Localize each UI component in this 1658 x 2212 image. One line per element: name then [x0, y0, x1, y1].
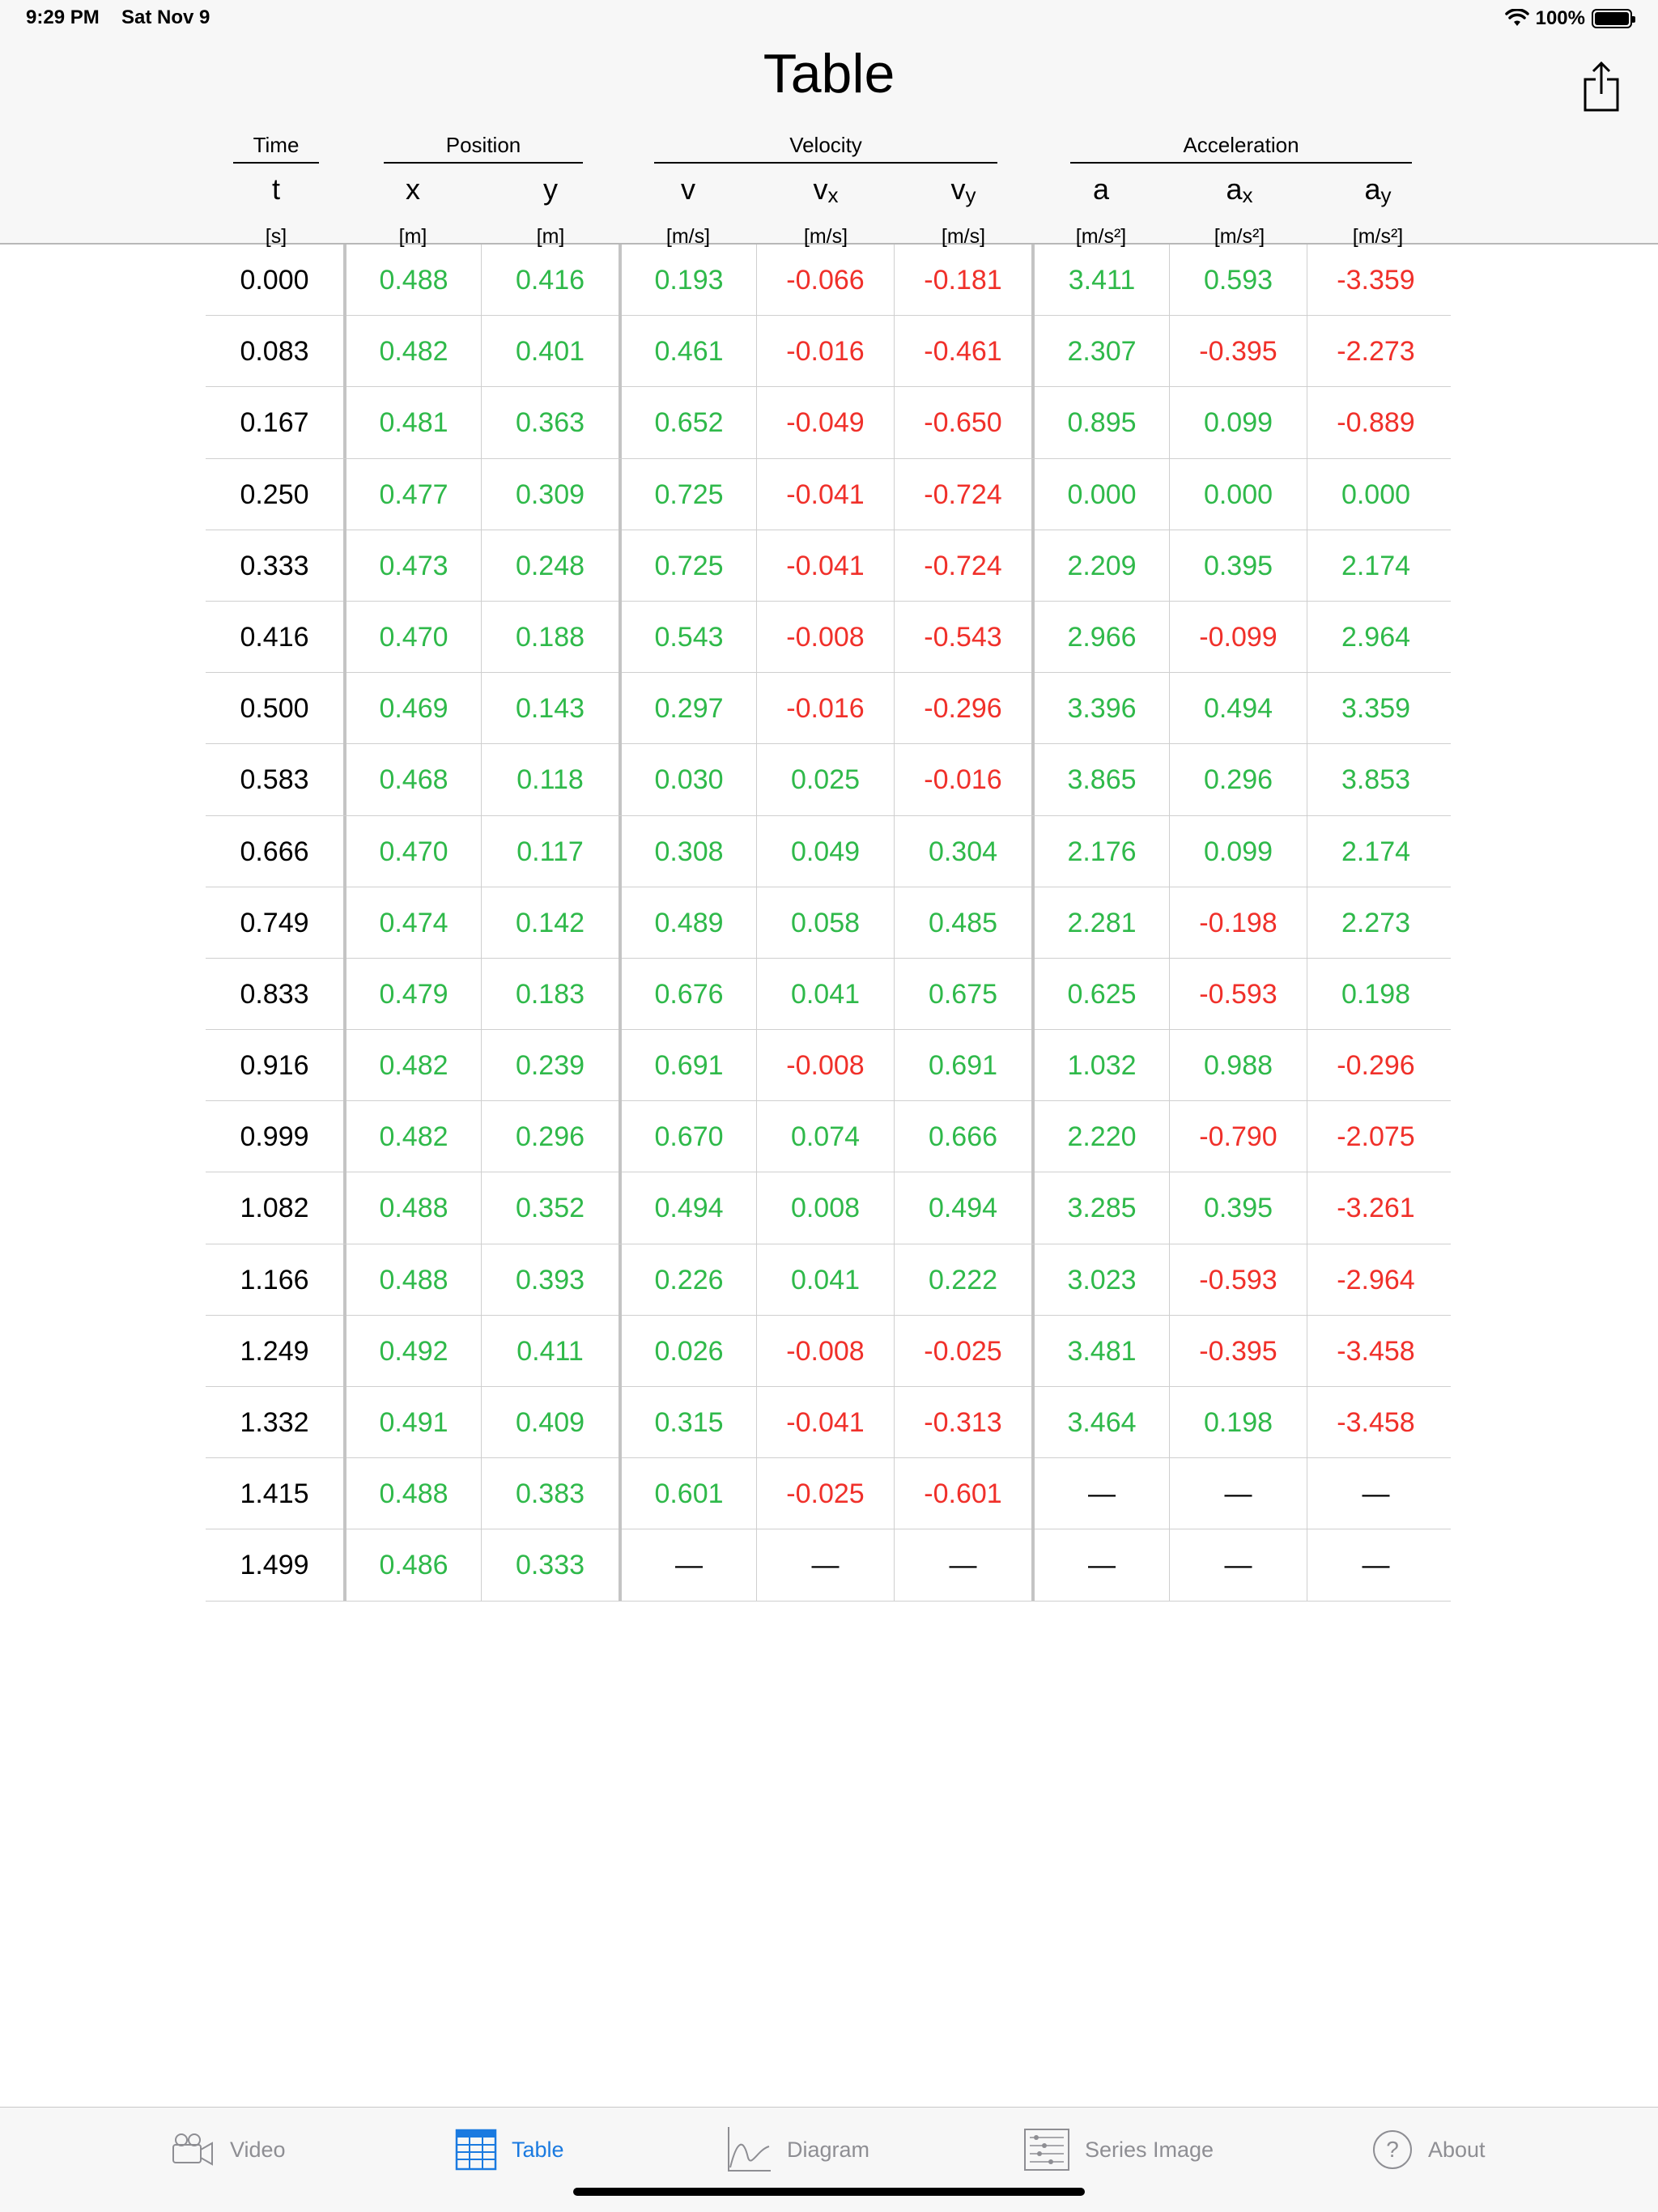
table-cell: 0.477	[343, 459, 481, 530]
table-cell: 0.675	[894, 959, 1031, 1030]
table-cell: 0.491	[343, 1387, 481, 1458]
table-cell: -0.016	[756, 316, 894, 387]
table-cell: -0.593	[1169, 1244, 1307, 1316]
table-cell: 0.494	[1169, 673, 1307, 744]
table-cell: -0.008	[756, 1316, 894, 1387]
table-cell: 0.000	[1307, 459, 1444, 530]
battery-level	[1595, 12, 1629, 25]
table-row[interactable]	[206, 1387, 1451, 1458]
group-position-line	[384, 162, 583, 164]
series-image-icon	[1023, 2128, 1070, 2172]
table-cell: -3.458	[1307, 1316, 1444, 1387]
table-cell: 0.296	[1169, 744, 1307, 815]
column-symbol: v	[681, 172, 695, 206]
table-cell: —	[1169, 1458, 1307, 1529]
table-cell: 0.725	[619, 530, 756, 602]
table-cell: —	[1307, 1529, 1444, 1601]
column-symbol: a	[1092, 172, 1110, 206]
group-time-label: Time	[253, 133, 300, 157]
table-cell: 0.167	[240, 407, 309, 439]
table-cell: 1.249	[240, 1335, 309, 1367]
table-cell: -0.066	[756, 245, 894, 316]
table-cell: 3.853	[1307, 744, 1444, 815]
table-cell: 0.670	[619, 1101, 756, 1172]
status-time: 9:29 PM	[26, 6, 100, 28]
table-cell: 0.833	[240, 978, 309, 1010]
table-cell: 0.494	[619, 1172, 756, 1244]
table-cell: 0.117	[481, 816, 619, 887]
table-cell: —	[1031, 1529, 1169, 1601]
table-cell: 0.691	[894, 1030, 1031, 1101]
table-cell: -0.198	[1169, 887, 1307, 959]
tab-video[interactable]	[170, 2108, 286, 2192]
table-row[interactable]	[206, 1316, 1451, 1387]
table-cell: -3.359	[1307, 245, 1444, 316]
table-cell: 0.482	[343, 1030, 481, 1101]
table-cell: 3.285	[1031, 1172, 1169, 1244]
table-cell: 0.652	[619, 387, 756, 458]
column-unit: [m]	[398, 225, 427, 248]
table-cell: -0.008	[756, 1030, 894, 1101]
status-indicators	[1505, 6, 1632, 31]
table-cell: -2.273	[1307, 316, 1444, 387]
table-cell: -0.296	[1307, 1030, 1444, 1101]
column-header-y	[482, 173, 619, 250]
status-bar	[0, 0, 1658, 37]
column-header-ay	[1309, 173, 1447, 250]
table-cell: -0.008	[756, 602, 894, 673]
table-cell: 0.479	[343, 959, 481, 1030]
table-cell: 0.198	[1169, 1387, 1307, 1458]
column-unit: [m/s²]	[1352, 225, 1404, 248]
table-cell: 3.359	[1307, 673, 1444, 744]
table-cell: 2.273	[1307, 887, 1444, 959]
tab-label: About	[1428, 2137, 1486, 2162]
table-cell: 0.309	[481, 459, 619, 530]
table-cell: -0.041	[756, 1387, 894, 1458]
table-cell: 2.209	[1031, 530, 1169, 602]
table-cell: -0.889	[1307, 387, 1444, 458]
table-cell: 3.411	[1031, 245, 1169, 316]
table-cell: 0.486	[343, 1529, 481, 1601]
table-cell: -2.964	[1307, 1244, 1444, 1316]
table-cell: 0.041	[756, 1244, 894, 1316]
table-row[interactable]	[206, 1030, 1451, 1101]
column-symbol: $v_y$	[950, 172, 976, 207]
table-cell: 0.248	[481, 530, 619, 602]
table-cell: 0.473	[343, 530, 481, 602]
column-unit: [m/s²]	[1075, 225, 1127, 248]
table-cell: 0.416	[481, 245, 619, 316]
table-cell: 0.725	[619, 459, 756, 530]
table-cell: 0.482	[343, 1101, 481, 1172]
table-cell: 0.363	[481, 387, 619, 458]
table-cell: 0.198	[1307, 959, 1444, 1030]
table-cell: 0.543	[619, 602, 756, 673]
table-row[interactable]	[206, 530, 1451, 602]
table-cell: 0.395	[1169, 530, 1307, 602]
table-cell: -0.041	[756, 459, 894, 530]
table-cell: -0.296	[894, 673, 1031, 744]
table-cell: 3.023	[1031, 1244, 1169, 1316]
column-symbol: y	[543, 172, 558, 206]
tab-label: Series Image	[1085, 2137, 1214, 2162]
table-cell: 0.352	[481, 1172, 619, 1244]
tab-table[interactable]	[455, 2108, 564, 2192]
table-cell: 0.041	[756, 959, 894, 1030]
column-header-a	[1032, 173, 1170, 250]
table-cell: 0.049	[756, 816, 894, 887]
table-cell: -0.395	[1169, 316, 1307, 387]
table-cell: -0.395	[1169, 1316, 1307, 1387]
table-cell: 0.030	[619, 744, 756, 815]
table-cell: 0.393	[481, 1244, 619, 1316]
table-row[interactable]	[206, 887, 1451, 959]
column-header-t	[207, 173, 345, 250]
table-cell: 0.988	[1169, 1030, 1307, 1101]
table-cell: 0.296	[481, 1101, 619, 1172]
table-cell: 0.666	[240, 836, 309, 867]
table-cell: 0.488	[343, 1244, 481, 1316]
table-cell: -0.313	[894, 1387, 1031, 1458]
tab-series-image[interactable]	[1023, 2108, 1214, 2192]
data-table[interactable]	[206, 245, 1451, 1602]
table-cell: 0.142	[481, 887, 619, 959]
table-cell: 0.489	[619, 887, 756, 959]
column-unit: [m/s]	[665, 225, 711, 248]
table-cell: -0.461	[894, 316, 1031, 387]
table-cell: 0.474	[343, 887, 481, 959]
table-row[interactable]	[206, 387, 1451, 458]
table-cell: 0.333	[240, 550, 309, 581]
table-cell: 2.307	[1031, 316, 1169, 387]
table-cell: -0.724	[894, 530, 1031, 602]
table-row[interactable]	[206, 1172, 1451, 1244]
table-cell: 0.000	[240, 265, 309, 296]
group-acceleration-line	[1070, 162, 1412, 164]
table-cell: 0.315	[619, 1387, 756, 1458]
table-cell: 0.895	[1031, 387, 1169, 458]
table-cell: 0.401	[481, 316, 619, 387]
battery-icon	[1592, 9, 1632, 28]
table-cell: -0.049	[756, 387, 894, 458]
table-cell: 0.395	[1169, 1172, 1307, 1244]
table-row[interactable]	[206, 673, 1451, 744]
group-velocity-label: Velocity	[789, 133, 862, 157]
table-cell: 0.916	[240, 1050, 309, 1082]
table-cell: 0.308	[619, 816, 756, 887]
table-cell: 0.749	[240, 907, 309, 938]
table-cell: 0.676	[619, 959, 756, 1030]
table-cell: 0.183	[481, 959, 619, 1030]
table-row[interactable]	[206, 245, 1451, 316]
page-title: Table	[763, 43, 895, 104]
question-circle-icon	[1371, 2129, 1414, 2171]
table-cell: -0.025	[756, 1458, 894, 1529]
table-cell: 0.074	[756, 1101, 894, 1172]
column-unit: [s]	[265, 225, 287, 248]
table-cell: 2.176	[1031, 816, 1169, 887]
tab-label: Table	[512, 2137, 564, 2162]
table-cell: -0.593	[1169, 959, 1307, 1030]
table-cell: 0.461	[619, 316, 756, 387]
table-cell: 0.226	[619, 1244, 756, 1316]
table-cell: 0.000	[1169, 459, 1307, 530]
table-cell: 2.966	[1031, 602, 1169, 673]
group-position-label: Position	[445, 133, 521, 157]
table-cell: -0.724	[894, 459, 1031, 530]
column-unit: [m/s]	[803, 225, 848, 248]
table-cell: 0.250	[240, 479, 309, 510]
table-cell: 0.118	[481, 744, 619, 815]
table-cell: 2.174	[1307, 530, 1444, 602]
home-indicator[interactable]	[573, 2188, 1085, 2196]
table-cell: 0.083	[240, 336, 309, 368]
table-cell: -0.601	[894, 1458, 1031, 1529]
table-cell: 0.099	[1169, 816, 1307, 887]
table-cell: -0.790	[1169, 1101, 1307, 1172]
svg-text:?: ?	[1386, 2137, 1399, 2162]
table-row[interactable]	[206, 1244, 1451, 1316]
table-cell: 0.188	[481, 602, 619, 673]
table-cell: 1.032	[1031, 1030, 1169, 1101]
table-cell: 0.008	[756, 1172, 894, 1244]
table-cell: 1.332	[240, 1407, 309, 1438]
tab-label: Video	[230, 2137, 286, 2162]
tab-label: Diagram	[787, 2137, 870, 2162]
table-cell: 1.082	[240, 1193, 309, 1224]
table-cell: 0.625	[1031, 959, 1169, 1030]
table-cell: 2.281	[1031, 887, 1169, 959]
table-cell: 0.000	[1031, 459, 1169, 530]
table-cell: 0.485	[894, 887, 1031, 959]
table-cell: -0.543	[894, 602, 1031, 673]
share-button[interactable]	[1580, 60, 1622, 113]
table-cell: 0.583	[240, 764, 309, 796]
table-cell: -0.099	[1169, 602, 1307, 673]
table-cell: -3.261	[1307, 1172, 1444, 1244]
table-cell: -0.650	[894, 387, 1031, 458]
table-cell: —	[756, 1529, 894, 1601]
table-cell: 0.468	[343, 744, 481, 815]
table-cell: 0.411	[481, 1316, 619, 1387]
group-velocity-line	[654, 162, 997, 164]
column-unit: [m/s]	[941, 225, 986, 248]
table-row[interactable]	[206, 959, 1451, 1030]
table-cell: 0.304	[894, 816, 1031, 887]
table-cell: 0.333	[481, 1529, 619, 1601]
tab-bar	[0, 2107, 1658, 2212]
video-camera-icon	[170, 2130, 215, 2169]
table-row[interactable]	[206, 1458, 1451, 1529]
table-cell: 3.396	[1031, 673, 1169, 744]
column-unit: [m/s²]	[1214, 225, 1265, 248]
column-symbol: $v_x$	[813, 172, 839, 207]
table-cell: 0.099	[1169, 387, 1307, 458]
table-cell: 0.691	[619, 1030, 756, 1101]
table-cell: -0.025	[894, 1316, 1031, 1387]
table-cell: —	[1307, 1458, 1444, 1529]
table-row[interactable]	[206, 316, 1451, 387]
table-cell: 0.481	[343, 387, 481, 458]
table-cell: 0.297	[619, 673, 756, 744]
battery-percent: 100%	[1535, 7, 1585, 29]
status-date: Sat Nov 9	[121, 6, 210, 28]
table-cell: 0.999	[240, 1121, 309, 1153]
table-cell: 0.666	[894, 1101, 1031, 1172]
table-cell: 0.470	[343, 602, 481, 673]
table-row[interactable]	[206, 1101, 1451, 1172]
table-cell: 0.143	[481, 673, 619, 744]
column-header-vy	[895, 173, 1032, 250]
table-row[interactable]	[206, 744, 1451, 815]
table-cell: -0.016	[894, 744, 1031, 815]
column-symbol: $a_x$	[1226, 172, 1253, 207]
table-cell: 1.499	[240, 1550, 309, 1581]
table-cell: —	[619, 1529, 756, 1601]
column-header-x	[344, 173, 482, 250]
table-cell: 0.593	[1169, 245, 1307, 316]
table-cell: 0.494	[894, 1172, 1031, 1244]
group-time-line	[233, 162, 319, 164]
column-unit: [m]	[536, 225, 565, 248]
table-cell: 0.488	[343, 1172, 481, 1244]
tab-diagram[interactable]	[725, 2108, 869, 2192]
table-cell: -2.075	[1307, 1101, 1444, 1172]
table-cell: 0.601	[619, 1458, 756, 1529]
table-row[interactable]	[206, 816, 1451, 887]
tab-about[interactable]	[1371, 2108, 1486, 2192]
table-cell: 2.220	[1031, 1101, 1169, 1172]
table-cell: 2.964	[1307, 602, 1444, 673]
table-cell: 1.166	[240, 1264, 309, 1295]
table-cell: 0.469	[343, 673, 481, 744]
table-cell: 0.409	[481, 1387, 619, 1458]
table-cell: 0.482	[343, 316, 481, 387]
table-cell: 3.464	[1031, 1387, 1169, 1458]
table-row[interactable]	[206, 1529, 1451, 1601]
table-cell: 0.416	[240, 621, 309, 653]
line-chart-icon	[725, 2125, 772, 2174]
column-header-v	[619, 173, 757, 250]
table-cell: —	[894, 1529, 1031, 1601]
table-cell: -0.041	[756, 530, 894, 602]
table-cell: -3.458	[1307, 1387, 1444, 1458]
table-cell: -0.016	[756, 673, 894, 744]
table-row[interactable]	[206, 459, 1451, 530]
table-cell: -0.181	[894, 245, 1031, 316]
table-cell: 3.481	[1031, 1316, 1169, 1387]
table-cell: —	[1169, 1529, 1307, 1601]
table-cell: 0.222	[894, 1244, 1031, 1316]
column-symbol: t	[271, 172, 280, 206]
table-cell: 0.026	[619, 1316, 756, 1387]
wifi-icon	[1505, 9, 1529, 28]
table-header	[0, 37, 1658, 248]
table-cell: 0.383	[481, 1458, 619, 1529]
table-cell: 0.058	[756, 887, 894, 959]
table-cell: 0.025	[756, 744, 894, 815]
table-cell: —	[1031, 1458, 1169, 1529]
table-cell: 0.500	[240, 693, 309, 725]
table-cell: 3.865	[1031, 744, 1169, 815]
table-row[interactable]	[206, 602, 1451, 673]
column-header-vx	[757, 173, 895, 250]
table-grid-icon	[455, 2129, 497, 2171]
table-cell: 0.488	[343, 1458, 481, 1529]
table-cell: 2.174	[1307, 816, 1444, 887]
column-symbol: $a_y$	[1364, 172, 1392, 207]
table-cell: 0.239	[481, 1030, 619, 1101]
group-acceleration-label: Acceleration	[1183, 133, 1299, 157]
column-symbol: x	[406, 172, 420, 206]
table-cell: 1.415	[240, 1478, 309, 1510]
table-cell: 0.492	[343, 1316, 481, 1387]
table-cell: 0.470	[343, 816, 481, 887]
table-cell: 0.193	[619, 245, 756, 316]
column-header-ax	[1171, 173, 1308, 250]
table-cell: 0.488	[343, 245, 481, 316]
